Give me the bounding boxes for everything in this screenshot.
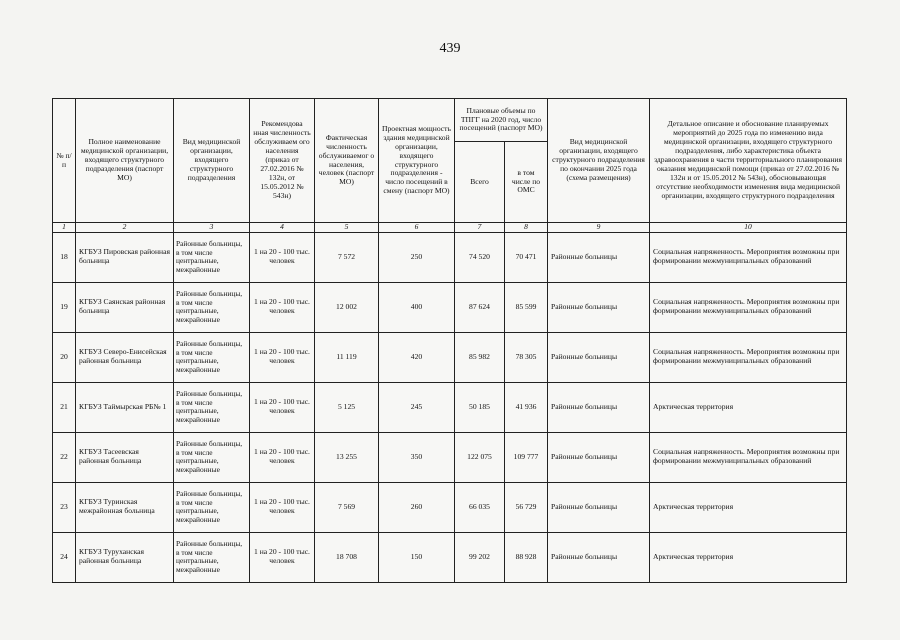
org-name-cell: КГБУЗ Пировская районная больница xyxy=(76,232,174,282)
capacity-cell: 260 xyxy=(379,482,455,532)
org-kind-cell: Районные больницы, в том числе центральные, межрайонные xyxy=(174,482,250,532)
org-kind-cell: Районные больницы, в том числе центральные, межрайонные xyxy=(174,332,250,382)
header-org-name: Полное наименование медицинской организации, входящего структурного подразделения (паспорт МО) xyxy=(76,99,174,223)
header-org-kind: Вид медицинской организации, входящего структурного подразделения xyxy=(174,99,250,223)
description-cell: Арктическая территория xyxy=(650,482,847,532)
column-number: 2 xyxy=(76,223,174,233)
description-cell: Социальная напряженность. Мероприятия возможны при формировании межмуниципальных образований xyxy=(650,432,847,482)
table-row xyxy=(53,532,847,582)
planned-oms-cell: 78 305 xyxy=(505,332,548,382)
capacity-cell: 150 xyxy=(379,532,455,582)
org-kind-cell: Районные больницы, в том числе центральные, межрайонные xyxy=(174,532,250,582)
recommended-population-cell: 1 на 20 - 100 тыс. человек xyxy=(250,432,315,482)
row-number-cell: 23 xyxy=(53,482,76,532)
column-number: 10 xyxy=(650,223,847,233)
hospitals-table xyxy=(52,98,847,583)
column-number: 1 xyxy=(53,223,76,233)
kind-2025-cell: Районные больницы xyxy=(548,382,650,432)
header-kind-2025: Вид медицинской организации, входящего структурного подразделения по окончании 2025 года (схема размещения) xyxy=(548,99,650,223)
actual-population-cell: 5 125 xyxy=(315,382,379,432)
actual-population-cell: 13 255 xyxy=(315,432,379,482)
description-cell: Арктическая территория xyxy=(650,532,847,582)
recommended-population-cell: 1 на 20 - 100 тыс. человек xyxy=(250,382,315,432)
column-number: 4 xyxy=(250,223,315,233)
header-oms: в том числе по ОМС xyxy=(505,142,548,223)
planned-total-cell: 122 075 xyxy=(455,432,505,482)
table-header xyxy=(53,99,847,223)
planned-total-cell: 66 035 xyxy=(455,482,505,532)
kind-2025-cell: Районные больницы xyxy=(548,532,650,582)
description-cell: Социальная напряженность. Мероприятия возможны при формировании межмуниципальных образований xyxy=(650,282,847,332)
org-name-cell: КГБУЗ Таймырская РБ№ 1 xyxy=(76,382,174,432)
actual-population-cell: 7 569 xyxy=(315,482,379,532)
org-kind-cell: Районные больницы, в том числе центральные, межрайонные xyxy=(174,232,250,282)
column-number: 5 xyxy=(315,223,379,233)
planned-total-cell: 99 202 xyxy=(455,532,505,582)
recommended-population-cell: 1 на 20 - 100 тыс. человек xyxy=(250,482,315,532)
row-number-cell: 21 xyxy=(53,382,76,432)
table-body xyxy=(53,223,847,583)
column-number: 3 xyxy=(174,223,250,233)
planned-total-cell: 87 624 xyxy=(455,282,505,332)
planned-oms-cell: 41 936 xyxy=(505,382,548,432)
planned-total-cell: 50 185 xyxy=(455,382,505,432)
row-number-cell: 19 xyxy=(53,282,76,332)
row-number-cell: 24 xyxy=(53,532,76,582)
header-recommended-population: Рекомендова нная численность обслуживаем ого населения (приказ от 27.02.2016 № 132н, от 15.05.2012 № 543н) xyxy=(250,99,315,223)
planned-oms-cell: 85 599 xyxy=(505,282,548,332)
actual-population-cell: 18 708 xyxy=(315,532,379,582)
header-actual-population: Фактическая численность обслуживаемог о населения, человек (паспорт МО) xyxy=(315,99,379,223)
recommended-population-cell: 1 на 20 - 100 тыс. человек xyxy=(250,282,315,332)
capacity-cell: 420 xyxy=(379,332,455,382)
table-row xyxy=(53,232,847,282)
actual-population-cell: 7 572 xyxy=(315,232,379,282)
column-number: 9 xyxy=(548,223,650,233)
org-name-cell: КГБУЗ Северо-Енисейская районная больница xyxy=(76,332,174,382)
kind-2025-cell: Районные больницы xyxy=(548,432,650,482)
header-description: Детальное описание и обоснование планируемых мероприятий до 2025 года по изменению вида медицинской организации, входящего структурного подразделения, либо характеристика объекта здравоохранения в части территориального планирования оказания медицинской помощи (приказ от 27.02.2016 № 132н и от 15.05.2012 № 543н), обосновывающая отсутствие необходимости изменения вида медицинской организации, входящего структурного подразделения xyxy=(650,99,847,223)
kind-2025-cell: Районные больницы xyxy=(548,482,650,532)
header-total: Всего xyxy=(455,142,505,223)
table-row xyxy=(53,432,847,482)
org-name-cell: КГБУЗ Туринская межрайонная больница xyxy=(76,482,174,532)
description-cell: Арктическая территория xyxy=(650,382,847,432)
recommended-population-cell: 1 на 20 - 100 тыс. человек xyxy=(250,232,315,282)
kind-2025-cell: Районные больницы xyxy=(548,332,650,382)
actual-population-cell: 12 002 xyxy=(315,282,379,332)
org-name-cell: КГБУЗ Туруханская районная больница xyxy=(76,532,174,582)
planned-total-cell: 74 520 xyxy=(455,232,505,282)
recommended-population-cell: 1 на 20 - 100 тыс. человек xyxy=(250,332,315,382)
planned-oms-cell: 88 928 xyxy=(505,532,548,582)
kind-2025-cell: Районные больницы xyxy=(548,232,650,282)
description-cell: Социальная напряженность. Мероприятия возможны при формировании межмуниципальных образований xyxy=(650,232,847,282)
org-kind-cell: Районные больницы, в том числе центральные, межрайонные xyxy=(174,382,250,432)
header-capacity: Проектная мощность здания медицинской организации, входящего структурного подразделения - число посещений в смену (паспорт МО) xyxy=(379,99,455,223)
page-number: 439 xyxy=(439,41,461,56)
actual-population-cell: 11 119 xyxy=(315,332,379,382)
column-number: 6 xyxy=(379,223,455,233)
table-row xyxy=(53,282,847,332)
planned-oms-cell: 70 471 xyxy=(505,232,548,282)
capacity-cell: 250 xyxy=(379,232,455,282)
org-kind-cell: Районные больницы, в том числе центральные, межрайонные xyxy=(174,432,250,482)
org-name-cell: КГБУЗ Тасеевская районная больница xyxy=(76,432,174,482)
table-row xyxy=(53,382,847,432)
column-number: 8 xyxy=(505,223,548,233)
capacity-cell: 350 xyxy=(379,432,455,482)
capacity-cell: 245 xyxy=(379,382,455,432)
org-name-cell: КГБУЗ Саянская районная больница xyxy=(76,282,174,332)
header-planned-volumes: Плановые объемы по ТПГГ на 2020 год, число посещений (паспорт МО) xyxy=(455,99,548,142)
column-numbers-row xyxy=(53,223,847,233)
planned-total-cell: 85 982 xyxy=(455,332,505,382)
planned-oms-cell: 56 729 xyxy=(505,482,548,532)
planned-oms-cell: 109 777 xyxy=(505,432,548,482)
table-row xyxy=(53,332,847,382)
table-row xyxy=(53,482,847,532)
row-number-cell: 22 xyxy=(53,432,76,482)
row-number-cell: 20 xyxy=(53,332,76,382)
org-kind-cell: Районные больницы, в том числе центральные, межрайонные xyxy=(174,282,250,332)
row-number-cell: 18 xyxy=(53,232,76,282)
capacity-cell: 400 xyxy=(379,282,455,332)
column-number: 7 xyxy=(455,223,505,233)
description-cell: Социальная напряженность. Мероприятия возможны при формировании межмуниципальных образований xyxy=(650,332,847,382)
kind-2025-cell: Районные больницы xyxy=(548,282,650,332)
recommended-population-cell: 1 на 20 - 100 тыс. человек xyxy=(250,532,315,582)
header-num: № п/п xyxy=(53,99,76,223)
